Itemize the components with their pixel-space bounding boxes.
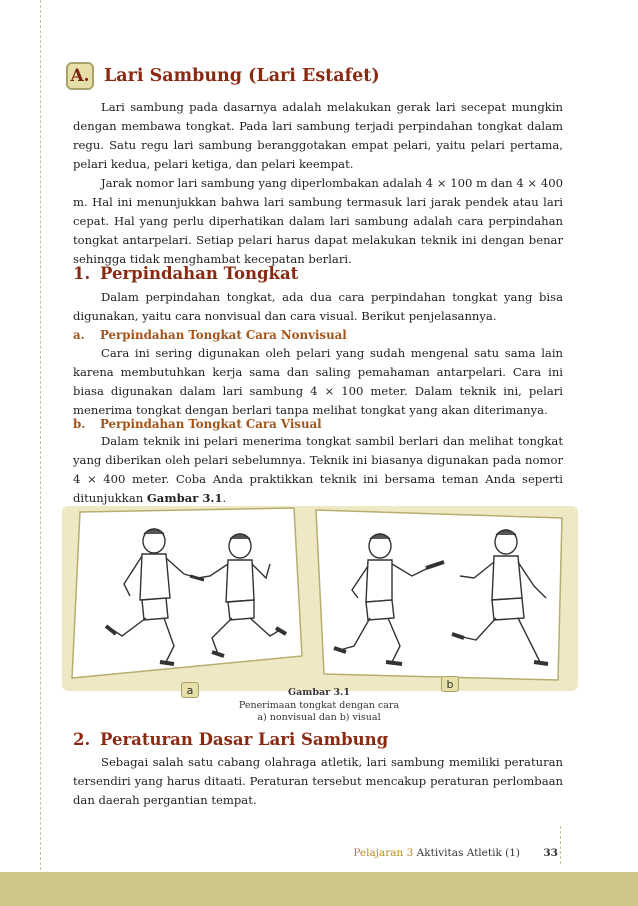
caption-line-1: Penerimaan tongkat dengan cara — [238, 699, 400, 711]
figure-illustration — [62, 506, 578, 691]
section-2-text: Sebagai salah satu cabang olahraga atletik, lari sambung memiliki peraturan tersendiri yang harus ditaati. Peraturan tersebut mencakup peraturan perlombaan dan daerah pergantian tempat. — [73, 755, 563, 808]
caption-title: Gambar 3.1 — [288, 687, 350, 698]
panel-a-illustration — [72, 508, 302, 678]
subsection-a-letter: a. — [73, 328, 85, 342]
paragraph-distance: Jarak nomor lari sambung yang diperlombakan adalah 4 × 100 m dan 4 × 400 m. Hal ini menunjukkan bahwa lari sambung termasuk lari jarak pendek atau lari cepat. Hal yang perlu diperhatikan dalam lari sambung adalah cara perpindahan tongkat antarpelari. Setiap pelari harus dapat melakukan teknik ini dengan benar sehingga tidak menghambat kecepatan berlari. — [73, 176, 563, 267]
section-a-title: Lari Sambung (Lari Estafet) — [104, 66, 380, 86]
section-1-number: 1. — [73, 264, 91, 283]
caption-line-2: a) nonvisual dan b) visual — [257, 712, 381, 723]
subsection-a-heading — [73, 328, 347, 342]
subsection-a-title: Perpindahan Tongkat Cara Nonvisual — [100, 328, 347, 342]
section-2-heading — [73, 730, 388, 749]
paragraph-intro: Lari sambung pada dasarnya adalah melakukan gerak lari secepat mungkin dengan membawa tongkat. Pada lari sambung terjadi perpindahan tongkat dalam regu. Satu regu lari sambung beranggotakan empat pelari, yaitu pelari pertama, pelari kedua, pelari ketiga, dan pelari keempat. — [73, 100, 563, 172]
margin-rule — [40, 0, 41, 870]
subsection-b-text-main: Dalam teknik ini pelari menerima tongkat sambil berlari dan melihat tongkat yang diberikan oleh pelari sebelumnya. Teknik ini biasanya digunakan pada nomor 4 × 400 meter. Coba Anda praktikkan teknik ini bersama teman Anda seperti ditunjukkan — [73, 434, 563, 506]
footer-topic: Aktivitas Atletik (1) — [416, 847, 521, 859]
figure-reference: Gambar 3.1 — [146, 491, 223, 506]
bottom-band — [0, 872, 638, 906]
figure-label-a: a — [181, 682, 199, 698]
subsection-b-text — [73, 432, 563, 508]
subsection-b-title: Perpindahan Tongkat Cara Visual — [100, 417, 322, 431]
section-2-title: Peraturan Dasar Lari Sambung — [100, 730, 389, 749]
section-1-heading — [73, 264, 298, 283]
panel-b-illustration — [316, 510, 562, 680]
footer-lesson: Pelajaran 3 — [353, 847, 414, 859]
figure-caption — [222, 687, 416, 725]
figure-label-b: b — [441, 676, 459, 692]
section-1-intro: Dalam perpindahan tongkat, ada dua cara perpindahan tongkat yang bisa digunakan, yaitu cara nonvisual dan cara visual. Berikut penjelasannya. — [73, 290, 563, 324]
page-number: 33 — [543, 847, 558, 859]
subsection-b-letter: b. — [73, 417, 86, 431]
section-2-number: 2. — [73, 730, 91, 749]
page-footer — [353, 847, 558, 859]
subsection-a-text: Cara ini sering digunakan oleh pelari yang sudah mengenal satu sama lain karena membutuhkan kerja sama dan saling pemahaman antarpelari. Cara ini biasa digunakan dalam lari sambung 4 × 100 meter. Dalam teknik ini, pelari menerima tongkat dengan berlari tanpa melihat tongkat yang akan diterimanya. — [73, 346, 563, 418]
section-letter-badge: A. — [66, 62, 94, 90]
footer-rule — [560, 826, 561, 864]
subsection-b-text-end: . — [222, 491, 227, 506]
section-1-title: Perpindahan Tongkat — [100, 264, 299, 283]
subsection-b-heading — [73, 417, 322, 431]
section-a-heading — [66, 62, 380, 90]
